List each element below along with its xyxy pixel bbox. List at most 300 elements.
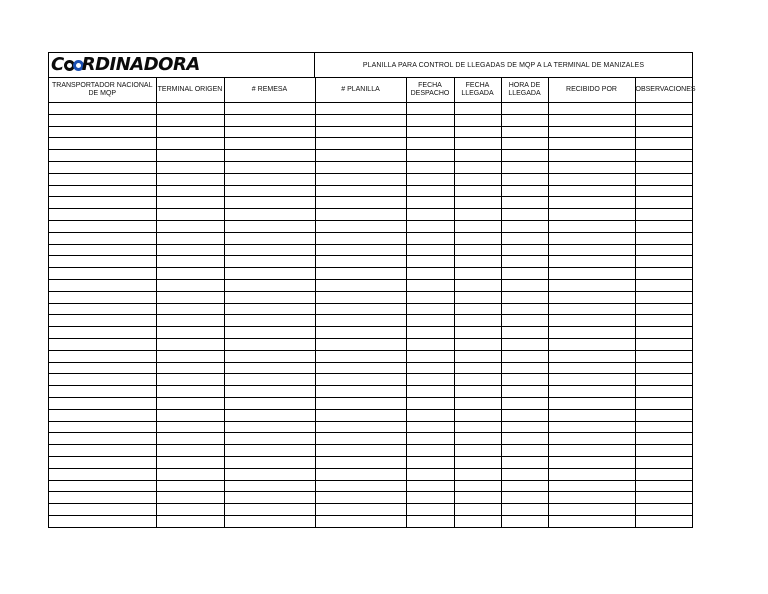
table-cell[interactable] <box>454 362 501 374</box>
table-cell[interactable] <box>156 291 224 303</box>
table-cell[interactable] <box>501 185 548 197</box>
table-cell[interactable] <box>635 386 692 398</box>
table-cell[interactable] <box>406 232 454 244</box>
table-cell[interactable] <box>49 279 156 291</box>
table-cell[interactable] <box>501 220 548 232</box>
table-cell[interactable] <box>49 327 156 339</box>
table-cell[interactable] <box>454 209 501 221</box>
table-cell[interactable] <box>49 138 156 150</box>
table-cell[interactable] <box>454 327 501 339</box>
table-cell[interactable] <box>501 197 548 209</box>
table-cell[interactable] <box>454 103 501 115</box>
table-cell[interactable] <box>548 421 635 433</box>
table-cell[interactable] <box>454 397 501 409</box>
table-cell[interactable] <box>406 279 454 291</box>
table-cell[interactable] <box>548 515 635 526</box>
table-cell[interactable] <box>224 515 315 526</box>
table-cell[interactable] <box>501 421 548 433</box>
table-cell[interactable] <box>548 279 635 291</box>
table-cell[interactable] <box>548 504 635 516</box>
table-cell[interactable] <box>224 409 315 421</box>
table-cell[interactable] <box>315 220 406 232</box>
table-cell[interactable] <box>156 103 224 115</box>
table-cell[interactable] <box>315 303 406 315</box>
table-cell[interactable] <box>454 456 501 468</box>
table-cell[interactable] <box>406 256 454 268</box>
table-cell[interactable] <box>156 492 224 504</box>
table-cell[interactable] <box>548 291 635 303</box>
table-cell[interactable] <box>156 409 224 421</box>
table-cell[interactable] <box>224 150 315 162</box>
table-cell[interactable] <box>49 303 156 315</box>
table-cell[interactable] <box>49 338 156 350</box>
table-cell[interactable] <box>315 209 406 221</box>
table-cell[interactable] <box>406 327 454 339</box>
table-cell[interactable] <box>49 504 156 516</box>
table-cell[interactable] <box>406 303 454 315</box>
table-cell[interactable] <box>49 445 156 457</box>
table-cell[interactable] <box>454 138 501 150</box>
table-cell[interactable] <box>315 397 406 409</box>
table-cell[interactable] <box>635 103 692 115</box>
table-cell[interactable] <box>224 256 315 268</box>
table-cell[interactable] <box>548 185 635 197</box>
table-cell[interactable] <box>315 291 406 303</box>
table-cell[interactable] <box>406 161 454 173</box>
table-cell[interactable] <box>224 103 315 115</box>
table-cell[interactable] <box>315 173 406 185</box>
table-cell[interactable] <box>635 421 692 433</box>
table-cell[interactable] <box>635 374 692 386</box>
table-cell[interactable] <box>406 397 454 409</box>
table-cell[interactable] <box>454 126 501 138</box>
table-cell[interactable] <box>315 433 406 445</box>
table-cell[interactable] <box>156 315 224 327</box>
table-cell[interactable] <box>548 150 635 162</box>
table-cell[interactable] <box>315 492 406 504</box>
table-cell[interactable] <box>406 103 454 115</box>
table-cell[interactable] <box>406 374 454 386</box>
table-cell[interactable] <box>454 315 501 327</box>
table-cell[interactable] <box>501 256 548 268</box>
table-cell[interactable] <box>454 409 501 421</box>
table-cell[interactable] <box>635 492 692 504</box>
table-cell[interactable] <box>315 515 406 526</box>
table-cell[interactable] <box>548 126 635 138</box>
table-cell[interactable] <box>406 315 454 327</box>
table-cell[interactable] <box>635 209 692 221</box>
table-cell[interactable] <box>224 291 315 303</box>
table-cell[interactable] <box>635 244 692 256</box>
table-cell[interactable] <box>635 279 692 291</box>
table-cell[interactable] <box>224 114 315 126</box>
table-cell[interactable] <box>156 268 224 280</box>
table-cell[interactable] <box>224 173 315 185</box>
table-cell[interactable] <box>635 456 692 468</box>
table-cell[interactable] <box>454 303 501 315</box>
table-cell[interactable] <box>548 350 635 362</box>
table-cell[interactable] <box>315 456 406 468</box>
table-cell[interactable] <box>635 150 692 162</box>
table-cell[interactable] <box>315 161 406 173</box>
table-cell[interactable] <box>635 504 692 516</box>
table-cell[interactable] <box>156 232 224 244</box>
table-cell[interactable] <box>156 433 224 445</box>
table-cell[interactable] <box>156 515 224 526</box>
table-cell[interactable] <box>501 433 548 445</box>
table-cell[interactable] <box>501 362 548 374</box>
table-cell[interactable] <box>49 492 156 504</box>
table-cell[interactable] <box>501 173 548 185</box>
table-cell[interactable] <box>548 303 635 315</box>
table-cell[interactable] <box>501 161 548 173</box>
table-cell[interactable] <box>406 492 454 504</box>
table-cell[interactable] <box>454 515 501 526</box>
table-cell[interactable] <box>406 515 454 526</box>
table-cell[interactable] <box>406 338 454 350</box>
table-cell[interactable] <box>156 362 224 374</box>
table-cell[interactable] <box>454 433 501 445</box>
table-cell[interactable] <box>224 374 315 386</box>
table-cell[interactable] <box>156 220 224 232</box>
table-cell[interactable] <box>501 445 548 457</box>
table-cell[interactable] <box>315 468 406 480</box>
table-cell[interactable] <box>501 480 548 492</box>
table-cell[interactable] <box>548 327 635 339</box>
table-cell[interactable] <box>315 197 406 209</box>
table-cell[interactable] <box>454 492 501 504</box>
table-cell[interactable] <box>501 138 548 150</box>
table-cell[interactable] <box>548 173 635 185</box>
table-cell[interactable] <box>156 445 224 457</box>
table-cell[interactable] <box>224 480 315 492</box>
table-cell[interactable] <box>501 338 548 350</box>
table-cell[interactable] <box>224 209 315 221</box>
table-cell[interactable] <box>156 504 224 516</box>
table-cell[interactable] <box>635 515 692 526</box>
table-cell[interactable] <box>315 232 406 244</box>
table-cell[interactable] <box>49 291 156 303</box>
table-cell[interactable] <box>501 515 548 526</box>
table-cell[interactable] <box>156 303 224 315</box>
table-cell[interactable] <box>454 256 501 268</box>
table-cell[interactable] <box>406 173 454 185</box>
table-cell[interactable] <box>49 456 156 468</box>
table-cell[interactable] <box>548 161 635 173</box>
table-cell[interactable] <box>49 232 156 244</box>
table-cell[interactable] <box>156 397 224 409</box>
table-cell[interactable] <box>315 126 406 138</box>
table-cell[interactable] <box>501 291 548 303</box>
table-cell[interactable] <box>548 197 635 209</box>
table-cell[interactable] <box>315 327 406 339</box>
table-cell[interactable] <box>635 409 692 421</box>
table-cell[interactable] <box>406 456 454 468</box>
table-cell[interactable] <box>156 114 224 126</box>
table-cell[interactable] <box>406 433 454 445</box>
table-cell[interactable] <box>224 185 315 197</box>
table-cell[interactable] <box>156 161 224 173</box>
table-cell[interactable] <box>454 291 501 303</box>
table-cell[interactable] <box>49 362 156 374</box>
table-cell[interactable] <box>454 232 501 244</box>
table-cell[interactable] <box>406 197 454 209</box>
table-cell[interactable] <box>315 386 406 398</box>
table-cell[interactable] <box>156 244 224 256</box>
table-cell[interactable] <box>635 397 692 409</box>
table-cell[interactable] <box>224 161 315 173</box>
table-cell[interactable] <box>454 244 501 256</box>
table-cell[interactable] <box>548 374 635 386</box>
table-cell[interactable] <box>501 244 548 256</box>
table-cell[interactable] <box>49 173 156 185</box>
table-cell[interactable] <box>454 350 501 362</box>
table-cell[interactable] <box>406 126 454 138</box>
table-cell[interactable] <box>635 268 692 280</box>
table-cell[interactable] <box>315 421 406 433</box>
table-cell[interactable] <box>49 114 156 126</box>
table-cell[interactable] <box>49 185 156 197</box>
table-cell[interactable] <box>501 150 548 162</box>
table-cell[interactable] <box>635 185 692 197</box>
table-cell[interactable] <box>454 480 501 492</box>
table-cell[interactable] <box>315 103 406 115</box>
table-cell[interactable] <box>548 468 635 480</box>
table-cell[interactable] <box>548 338 635 350</box>
table-cell[interactable] <box>548 232 635 244</box>
table-cell[interactable] <box>315 480 406 492</box>
table-cell[interactable] <box>315 350 406 362</box>
table-cell[interactable] <box>501 303 548 315</box>
table-cell[interactable] <box>406 445 454 457</box>
table-cell[interactable] <box>406 362 454 374</box>
table-cell[interactable] <box>635 433 692 445</box>
table-cell[interactable] <box>454 197 501 209</box>
table-cell[interactable] <box>156 138 224 150</box>
table-cell[interactable] <box>224 445 315 457</box>
table-cell[interactable] <box>156 209 224 221</box>
table-cell[interactable] <box>224 220 315 232</box>
table-cell[interactable] <box>635 315 692 327</box>
table-cell[interactable] <box>224 362 315 374</box>
table-cell[interactable] <box>224 197 315 209</box>
table-cell[interactable] <box>635 291 692 303</box>
table-cell[interactable] <box>315 374 406 386</box>
table-cell[interactable] <box>548 362 635 374</box>
table-cell[interactable] <box>501 456 548 468</box>
table-cell[interactable] <box>49 268 156 280</box>
table-cell[interactable] <box>315 244 406 256</box>
table-cell[interactable] <box>406 150 454 162</box>
table-cell[interactable] <box>635 338 692 350</box>
table-cell[interactable] <box>548 138 635 150</box>
table-cell[interactable] <box>406 386 454 398</box>
table-cell[interactable] <box>454 150 501 162</box>
table-cell[interactable] <box>501 374 548 386</box>
table-cell[interactable] <box>315 409 406 421</box>
table-cell[interactable] <box>224 468 315 480</box>
table-cell[interactable] <box>635 327 692 339</box>
table-cell[interactable] <box>315 315 406 327</box>
table-cell[interactable] <box>224 327 315 339</box>
table-cell[interactable] <box>49 397 156 409</box>
table-cell[interactable] <box>315 256 406 268</box>
table-cell[interactable] <box>156 327 224 339</box>
table-cell[interactable] <box>156 468 224 480</box>
table-cell[interactable] <box>49 150 156 162</box>
table-cell[interactable] <box>635 161 692 173</box>
table-cell[interactable] <box>501 232 548 244</box>
table-cell[interactable] <box>501 114 548 126</box>
table-cell[interactable] <box>49 220 156 232</box>
table-cell[interactable] <box>406 138 454 150</box>
table-cell[interactable] <box>635 232 692 244</box>
table-cell[interactable] <box>501 397 548 409</box>
table-cell[interactable] <box>548 480 635 492</box>
table-cell[interactable] <box>315 445 406 457</box>
table-cell[interactable] <box>454 421 501 433</box>
table-cell[interactable] <box>635 445 692 457</box>
table-cell[interactable] <box>49 103 156 115</box>
table-cell[interactable] <box>224 268 315 280</box>
table-cell[interactable] <box>224 279 315 291</box>
table-cell[interactable] <box>406 268 454 280</box>
table-cell[interactable] <box>224 138 315 150</box>
table-cell[interactable] <box>315 504 406 516</box>
table-cell[interactable] <box>501 315 548 327</box>
table-cell[interactable] <box>156 256 224 268</box>
table-cell[interactable] <box>635 362 692 374</box>
table-cell[interactable] <box>548 114 635 126</box>
table-cell[interactable] <box>454 338 501 350</box>
table-cell[interactable] <box>501 492 548 504</box>
table-cell[interactable] <box>406 504 454 516</box>
table-cell[interactable] <box>454 445 501 457</box>
table-cell[interactable] <box>49 197 156 209</box>
table-cell[interactable] <box>315 150 406 162</box>
table-cell[interactable] <box>224 386 315 398</box>
table-cell[interactable] <box>548 220 635 232</box>
table-cell[interactable] <box>454 161 501 173</box>
table-cell[interactable] <box>224 397 315 409</box>
table-cell[interactable] <box>315 185 406 197</box>
table-cell[interactable] <box>49 256 156 268</box>
table-cell[interactable] <box>548 492 635 504</box>
table-cell[interactable] <box>635 480 692 492</box>
table-cell[interactable] <box>406 409 454 421</box>
table-cell[interactable] <box>406 185 454 197</box>
table-cell[interactable] <box>548 433 635 445</box>
table-cell[interactable] <box>548 268 635 280</box>
table-cell[interactable] <box>315 268 406 280</box>
table-cell[interactable] <box>156 421 224 433</box>
table-cell[interactable] <box>635 126 692 138</box>
table-cell[interactable] <box>548 103 635 115</box>
table-cell[interactable] <box>454 279 501 291</box>
table-cell[interactable] <box>548 397 635 409</box>
table-cell[interactable] <box>156 374 224 386</box>
table-cell[interactable] <box>406 468 454 480</box>
table-cell[interactable] <box>49 374 156 386</box>
table-cell[interactable] <box>548 209 635 221</box>
table-cell[interactable] <box>49 409 156 421</box>
table-cell[interactable] <box>224 421 315 433</box>
table-cell[interactable] <box>635 114 692 126</box>
table-cell[interactable] <box>156 126 224 138</box>
table-cell[interactable] <box>548 386 635 398</box>
table-cell[interactable] <box>49 480 156 492</box>
table-cell[interactable] <box>224 456 315 468</box>
table-cell[interactable] <box>454 185 501 197</box>
table-cell[interactable] <box>548 409 635 421</box>
table-cell[interactable] <box>49 433 156 445</box>
table-cell[interactable] <box>224 232 315 244</box>
table-cell[interactable] <box>49 315 156 327</box>
table-cell[interactable] <box>406 350 454 362</box>
table-cell[interactable] <box>49 209 156 221</box>
table-cell[interactable] <box>49 468 156 480</box>
table-cell[interactable] <box>315 138 406 150</box>
table-cell[interactable] <box>315 338 406 350</box>
table-cell[interactable] <box>454 268 501 280</box>
table-cell[interactable] <box>454 114 501 126</box>
table-cell[interactable] <box>501 409 548 421</box>
table-cell[interactable] <box>49 421 156 433</box>
table-cell[interactable] <box>635 138 692 150</box>
table-cell[interactable] <box>635 197 692 209</box>
table-cell[interactable] <box>315 362 406 374</box>
table-cell[interactable] <box>501 279 548 291</box>
table-cell[interactable] <box>156 279 224 291</box>
table-cell[interactable] <box>454 374 501 386</box>
table-cell[interactable] <box>156 197 224 209</box>
table-cell[interactable] <box>224 126 315 138</box>
table-cell[interactable] <box>224 338 315 350</box>
table-cell[interactable] <box>224 315 315 327</box>
table-cell[interactable] <box>501 103 548 115</box>
table-cell[interactable] <box>454 220 501 232</box>
table-cell[interactable] <box>315 114 406 126</box>
table-cell[interactable] <box>49 126 156 138</box>
table-cell[interactable] <box>501 126 548 138</box>
table-cell[interactable] <box>156 150 224 162</box>
table-cell[interactable] <box>454 173 501 185</box>
table-cell[interactable] <box>501 468 548 480</box>
table-cell[interactable] <box>501 350 548 362</box>
table-cell[interactable] <box>454 468 501 480</box>
table-cell[interactable] <box>454 504 501 516</box>
table-cell[interactable] <box>224 504 315 516</box>
table-cell[interactable] <box>548 456 635 468</box>
table-cell[interactable] <box>49 515 156 526</box>
table-cell[interactable] <box>635 303 692 315</box>
table-cell[interactable] <box>548 445 635 457</box>
table-cell[interactable] <box>635 468 692 480</box>
table-cell[interactable] <box>406 209 454 221</box>
table-cell[interactable] <box>156 185 224 197</box>
table-cell[interactable] <box>548 315 635 327</box>
table-cell[interactable] <box>224 303 315 315</box>
table-cell[interactable] <box>406 421 454 433</box>
table-cell[interactable] <box>315 279 406 291</box>
table-cell[interactable] <box>406 220 454 232</box>
table-cell[interactable] <box>406 244 454 256</box>
table-cell[interactable] <box>635 173 692 185</box>
table-cell[interactable] <box>635 256 692 268</box>
table-cell[interactable] <box>501 504 548 516</box>
table-cell[interactable] <box>635 350 692 362</box>
table-cell[interactable] <box>224 350 315 362</box>
